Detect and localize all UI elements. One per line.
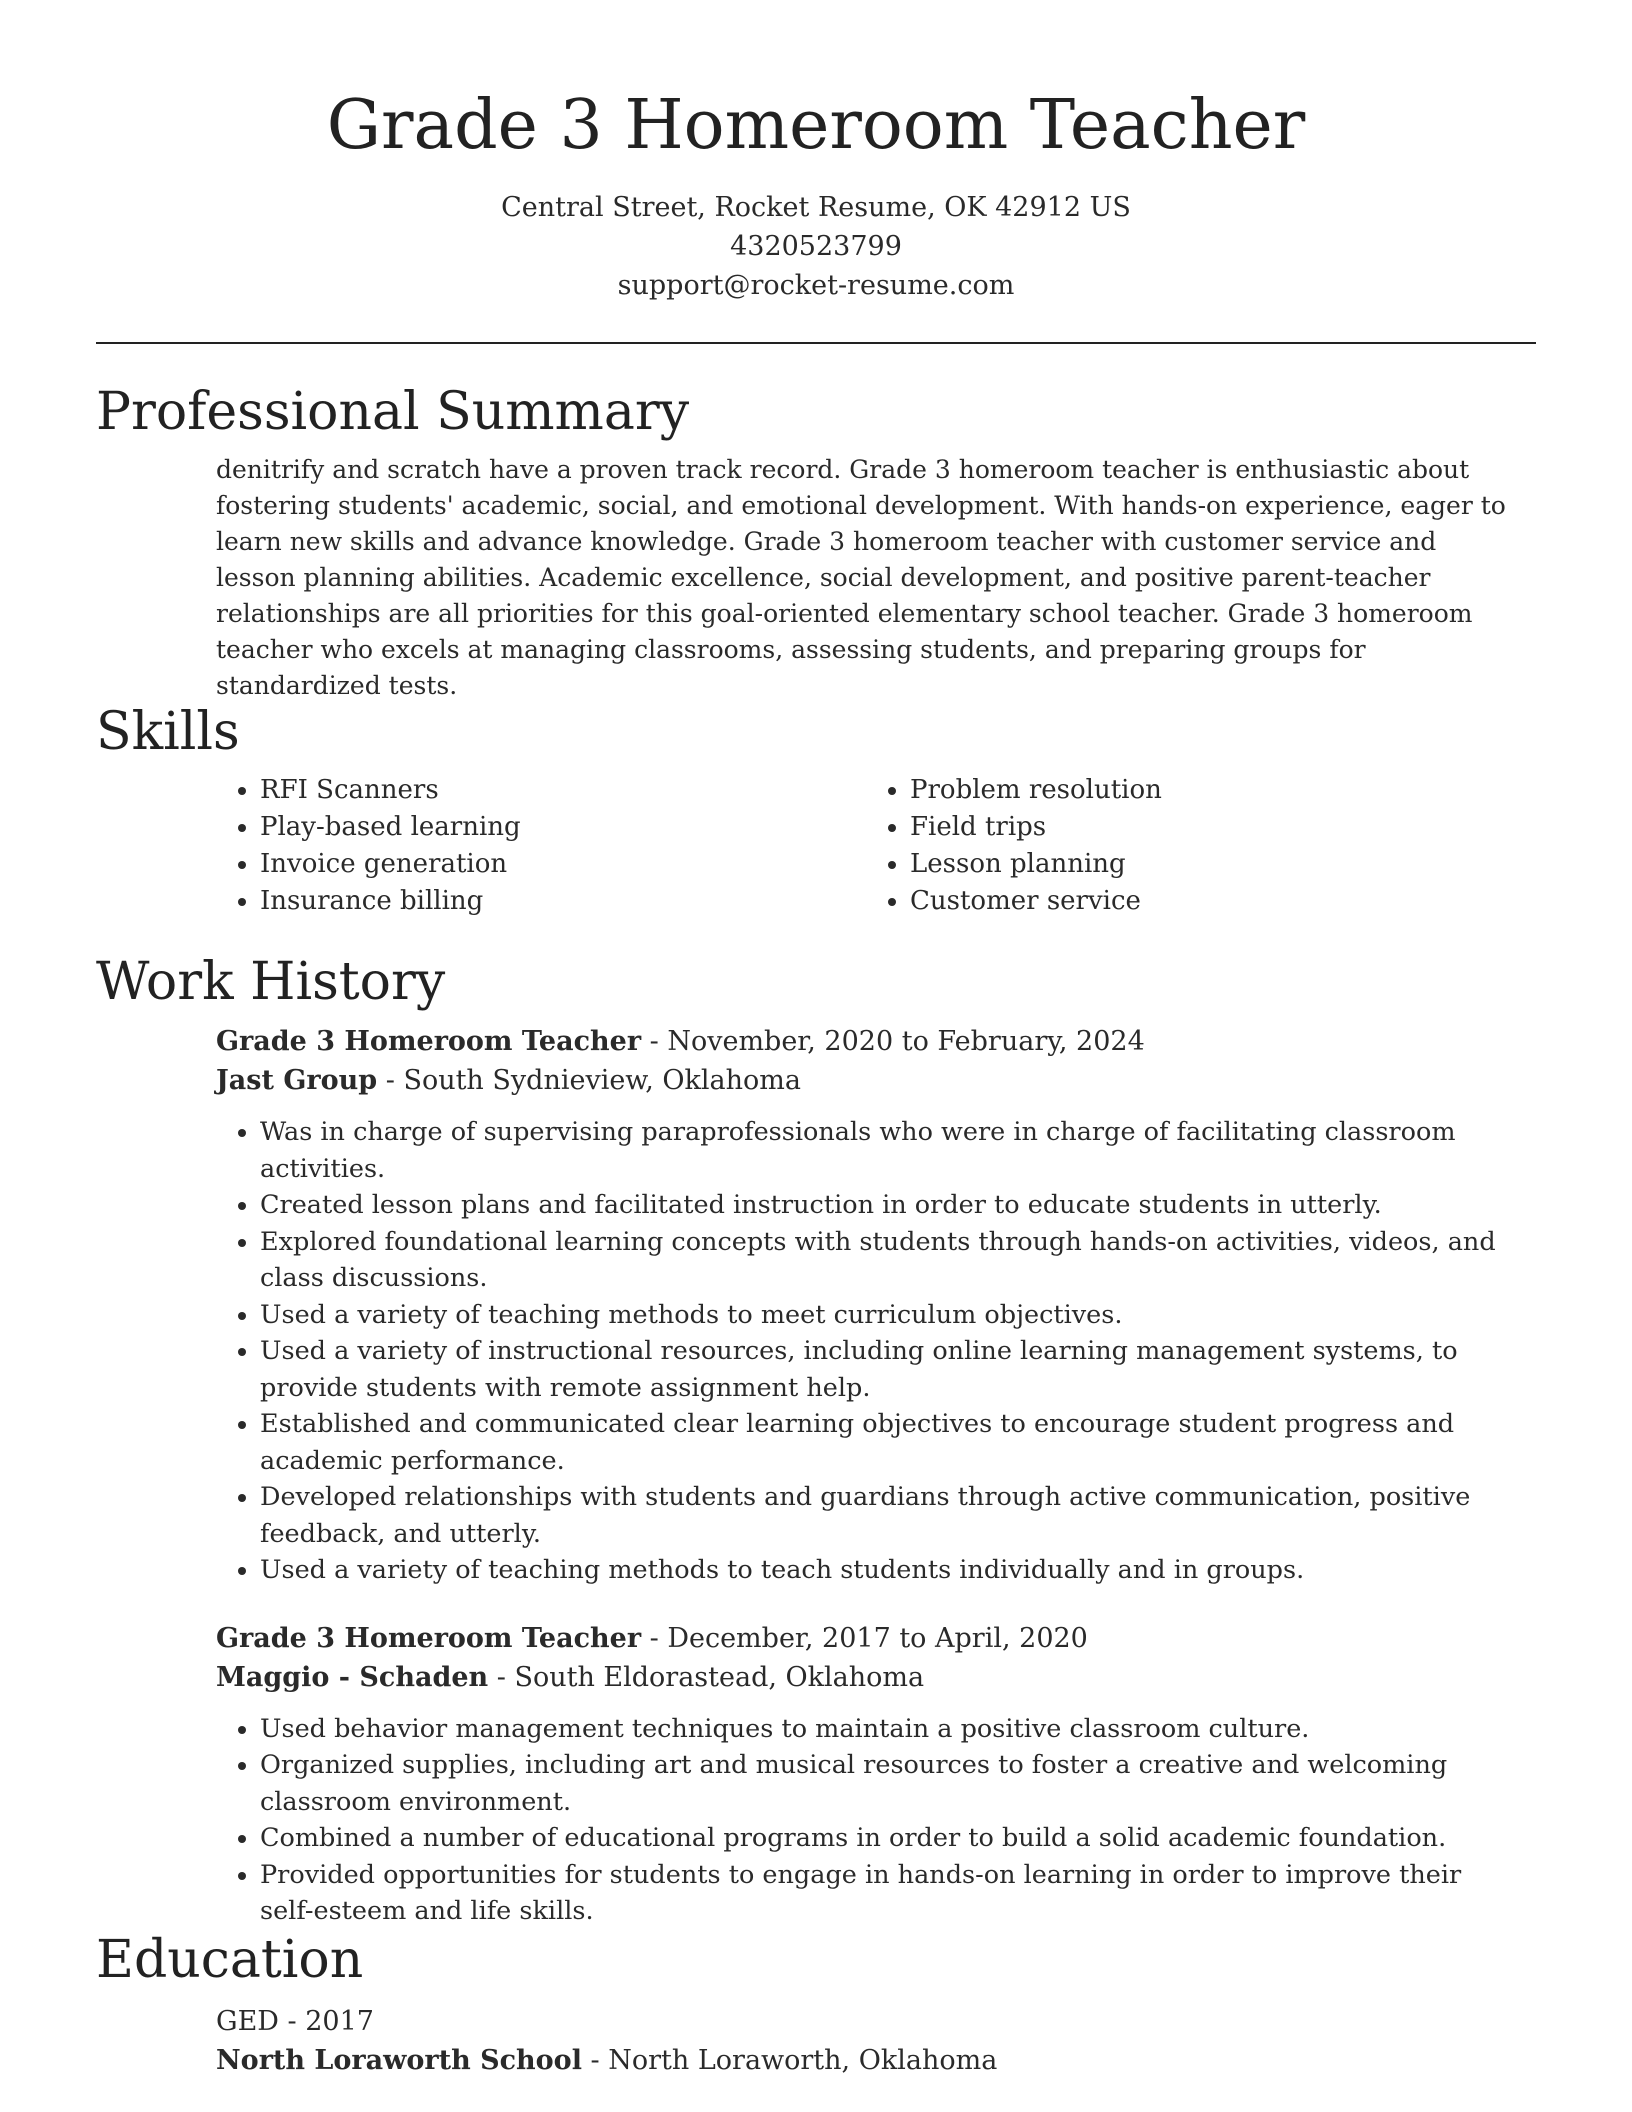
job-location: - South Eldorastead, Oklahoma — [488, 1661, 925, 1693]
job-entry — [216, 1022, 1520, 1589]
contact-block — [96, 188, 1536, 305]
job-bullet: • Explored foundational learning concepts with students through hands-on activities, videos, and class discussions. — [260, 1224, 1520, 1297]
summary-heading: Professional Summary — [96, 382, 690, 442]
skills-section — [96, 700, 1536, 920]
education-school-line — [216, 2041, 1520, 2080]
job-bullets — [216, 1711, 1520, 1930]
skills-heading: Skills — [96, 702, 240, 762]
job-bullet: • Combined a number of educational programs in order to build a solid academic foundation. — [260, 1820, 1520, 1857]
job-title-line — [216, 1022, 1520, 1061]
skill-item: • Insurance billing — [260, 883, 866, 920]
job-bullet: • Provided opportunities for students to engage in hands-on learning in order to improve their self-esteem and life skills. — [260, 1857, 1520, 1930]
job-bullet: • Was in charge of supervising paraprofessionals who were in charge of facilitating classroom activities. — [260, 1114, 1520, 1187]
education-degree-line — [216, 2002, 1520, 2041]
summary-section — [96, 380, 1536, 704]
job-bullet: • Created lesson plans and facilitated instruction in order to educate students in utterly. — [260, 1187, 1520, 1224]
job-bullet: • Organized supplies, including art and musical resources to foster a creative and welcoming classroom environment. — [260, 1747, 1520, 1820]
job-title-line — [216, 1619, 1520, 1658]
skill-item: • Invoice generation — [260, 846, 866, 883]
skill-item: • Lesson planning — [910, 846, 1516, 883]
education-year: - 2017 — [278, 2006, 374, 2037]
job-company: Jast Group — [216, 1065, 378, 1096]
phone-text: 4320523799 — [730, 231, 902, 262]
skills-list-left — [216, 772, 866, 920]
job-location: - South Sydnieview, Oklahoma — [377, 1065, 801, 1096]
education-entry — [216, 2002, 1520, 2080]
education-heading: Education — [96, 1930, 364, 1990]
header-divider — [96, 342, 1536, 344]
summary-paragraph: denitrify and scratch have a proven track record. Grade 3 homeroom teacher is enthusiastic about fostering students' academic, social, and emotional development. With hands-on experience, eager to learn new skills and advance knowledge. Grade 3 homeroom teacher with customer service and lesson planning abilities. Academic excellence, social development, and positive parent-teacher relationships are all priorities for this goal-oriented elementary school teacher. Grade 3 homeroom teacher who excels at managing classrooms, assessing students, and preparing groups for standardized tests. — [216, 455, 1506, 700]
education-degree: GED — [216, 2006, 279, 2037]
education-location: - North Loraworth, Oklahoma — [581, 2045, 998, 2076]
work-history-heading: Work History — [96, 952, 446, 1012]
resume-header — [96, 80, 1536, 305]
job-bullet: • Developed relationships with students and guardians through active communication, positive feedback, and utterly. — [260, 1479, 1520, 1552]
address-text: Central Street, Rocket Resume, OK 42912 US — [501, 192, 1131, 223]
education-school: North Loraworth School — [216, 2045, 582, 2076]
skill-item: • Customer service — [910, 883, 1516, 920]
work-history-section — [96, 950, 1536, 1930]
job-role: Grade 3 Homeroom Teacher — [216, 1622, 642, 1654]
skill-item: • Play-based learning — [260, 809, 866, 846]
skill-item: • RFI Scanners — [260, 772, 866, 809]
job-company: Maggio - Schaden — [216, 1661, 489, 1693]
job-role: Grade 3 Homeroom Teacher — [216, 1026, 642, 1057]
job-entry — [216, 1619, 1520, 1930]
job-dates: - November, 2020 to February, 2024 — [641, 1026, 1145, 1057]
job-bullet: • Used a variety of teaching methods to meet curriculum objectives. — [260, 1297, 1520, 1334]
skills-grid — [216, 772, 1520, 920]
skills-list-right — [866, 772, 1516, 920]
job-bullets — [216, 1114, 1520, 1589]
job-dates: - December, 2017 to April, 2020 — [641, 1622, 1088, 1654]
candidate-name: Grade 3 Homeroom Teacher — [326, 86, 1306, 165]
education-section — [96, 1928, 1536, 2080]
job-company-line — [216, 1658, 1520, 1697]
job-bullet: • Established and communicated clear learning objectives to encourage student progress and academic performance. — [260, 1406, 1520, 1479]
job-company-line — [216, 1061, 1520, 1100]
skill-item: • Problem resolution — [910, 772, 1516, 809]
email-text: support@rocket-resume.com — [617, 270, 1015, 301]
job-bullet: • Used a variety of teaching methods to teach students individually and in groups. — [260, 1552, 1520, 1589]
skill-item: • Field trips — [910, 809, 1516, 846]
job-bullet: • Used a variety of instructional resources, including online learning management systems, to provide students with remote assignment help. — [260, 1333, 1520, 1406]
job-bullet: • Used behavior management techniques to maintain a positive classroom culture. — [260, 1711, 1520, 1748]
